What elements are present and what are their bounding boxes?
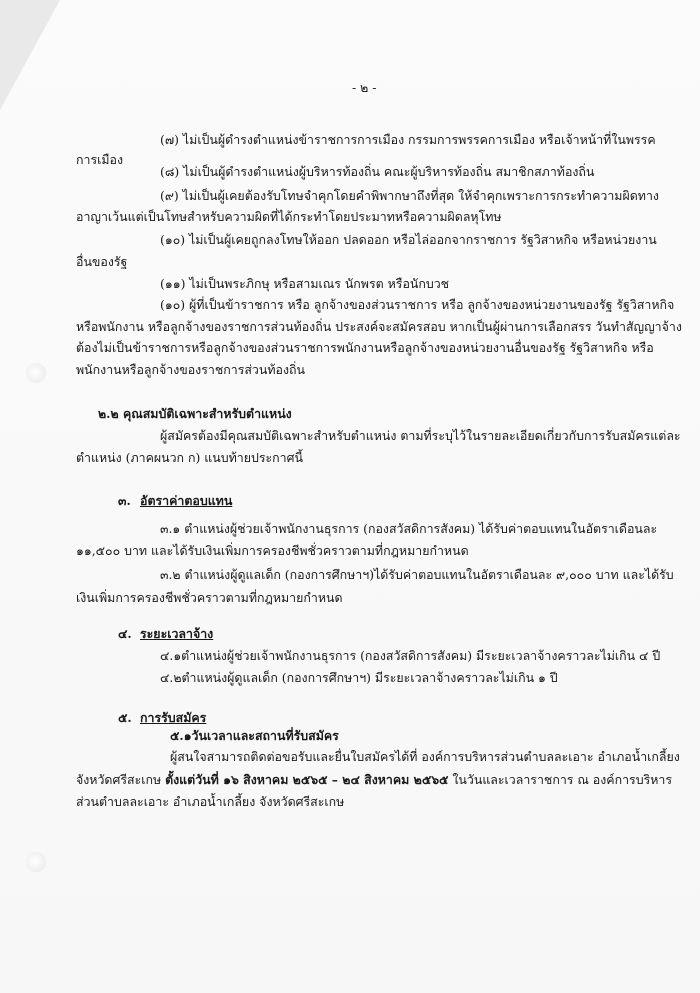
qualification-line: การเมือง [76,152,124,167]
section-number: ๔. [118,626,132,641]
qualification-line: ต้องไม่เป็นข้าราชการหรือลูกจ้างของส่วนราชการพนักงานหรือลูกจ้างของหน่วยงานอื่นของรัฐ รัฐวิสาหกิจ หรือ [76,340,654,355]
section-number: ๕. [118,710,132,725]
qualification-line: (๑๑) ไม่เป็นพระภิกษุ หรือสามเณร นักพรต หรือนักบวช [160,276,450,291]
paragraph-line: ๔.๑ตำแหน่งผู้ช่วยเจ้าพนักงานธุรการ (กองสวัสดิการสังคม) มีระยะเวลาจ้างคราวละไม่เกิน ๔ ปี [160,648,661,663]
folded-corner [0,0,60,110]
paragraph-line: ผู้สนใจสามารถติดต่อขอรับและยื่นใบสมัครได้ที่ องค์การบริหารส่วนตำบลละเอาะ อำเภอน้ำเกลี้ยง [170,749,680,764]
punch-hole [26,363,46,383]
section-heading: อัตราค่าตอบแทน [140,493,233,508]
paragraph-line: ส่วนตำบลละเอาะ อำเภอน้ำเกลี้ยง จังหวัดศรีสะเกษ [76,794,345,809]
paragraph-text: ในวันและเวลาราชการ ณ องค์การบริหาร [448,772,673,787]
qualification-line: หรือพนักงาน หรือลูกจ้างของราชการส่วนท้องถิ่น ประสงค์จะสมัครสอบ หากเป็นผู้ผ่านการเลือกสรร วันทำสัญญาจ้าง [76,319,682,334]
section-heading: ระยะเวลาจ้าง [140,626,214,641]
qualification-line: อาญาเว้นแต่เป็นโทษสำหรับความผิดที่ได้กระทำโดยประมาทหรือความผิดลหุโทษ [76,209,502,224]
paragraph-line: ๔.๒ตำแหน่งผู้ดูแลเด็ก (กองการศึกษาฯ) มีระยะเวลาจ้างคราวละไม่เกิน ๑ ปี [160,670,558,685]
section-number: ๓. [118,493,131,508]
paragraph-line: ๓.๑ ตำแหน่งผู้ช่วยเจ้าพนักงานธุรการ (กองสวัสดิการสังคม) ได้รับค่าตอบแทนในอัตราเดือนละ [160,521,658,536]
paragraph-line: ตำแหน่ง (ภาคผนวก ก) แนบท้ายประกาศนี้ [76,450,303,465]
paragraph-line: ๓.๒ ตำแหน่งผู้ดูแลเด็ก (กองการศึกษาฯ)ได้รับค่าตอบแทนในอัตราเดือนละ ๙,๐๐๐ บาท และได้รับ [160,567,674,582]
paragraph-line [76,772,672,788]
qualification-line: (๙) ไม่เป็นผู้เคยต้องรับโทษจำคุกโดยคำพิพากษาถึงที่สุด ให้จำคุกเพราะการกระทำความผิดทาง [160,188,659,203]
application-period: ตั้งแต่วันที่ ๑๖ สิงหาคม ๒๕๖๕ – ๒๔ สิงหาคม ๒๕๖๕ [165,772,449,787]
paragraph-text: จังหวัดศรีสะเกษ [76,772,166,787]
paragraph-line: ๑๑,๕๐๐ บาท และได้รับเงินเพิ่มการครองชีพชั่วคราวตามที่กฎหมายกำหนด [76,543,469,558]
section-heading: ๒.๒ คุณสมบัติเฉพาะสำหรับตำแหน่ง [98,406,292,421]
punch-hole [26,852,46,872]
qualification-line: (๑๐) ผู้ที่เป็นข้าราชการ หรือ ลูกจ้างของส่วนราชการ หรือ ลูกจ้างของหน่วยงานของรัฐ รัฐวิสาหกิจ [160,297,675,312]
sub-heading: ๕.๑วันเวลาและสถานที่รับสมัคร [170,728,339,743]
qualification-line: อื่นของรัฐ [76,254,128,269]
section-heading: การรับสมัคร [140,710,207,725]
paragraph-line: เงินเพิ่มการครองชีพชั่วคราวตามที่กฎหมายกำหนด [76,590,343,605]
qualification-line: (๑๐) ไม่เป็นผู้เคยถูกลงโทษให้ออก ปลดออก หรือไล่ออกจากราชการ รัฐวิสาหกิจ หรือหน่วยงาน [160,232,657,247]
page-number: - ๒ - [352,80,377,95]
paragraph-line: ผู้สมัครต้องมีคุณสมบัติเฉพาะสำหรับตำแหน่ง ตามที่ระบุไว้ในรายละเอียดเกี่ยวกับการรับสมัครแต่ละ [160,428,681,443]
qualification-line: (๘) ไม่เป็นผู้ดำรงตำแหน่งผู้บริหารท้องถิ่น คณะผู้บริหารท้องถิ่น สมาชิกสภาท้องถิ่น [160,164,595,179]
qualification-line: พนักงานหรือลูกจ้างของราชการส่วนท้องถิ่น [76,362,305,377]
qualification-line: (๗) ไม่เป็นผู้ดำรงตำแหน่งข้าราชการการเมือง กรรมการพรรคการเมือง หรือเจ้าหน้าที่ในพรรค [160,132,656,147]
